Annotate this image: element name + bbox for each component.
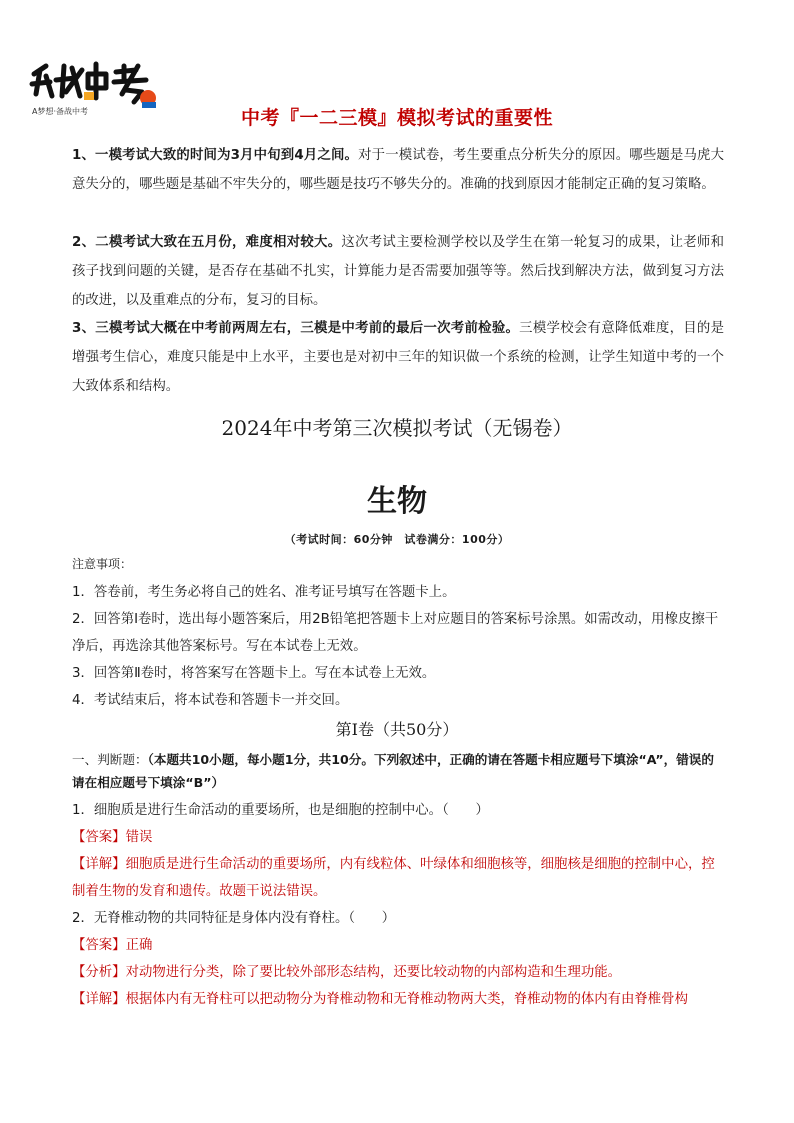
notes-title: 注意事项： [72,557,133,571]
section-rules: （本题共10小题，每小题1分，共10分。下列叙述中，正确的请在答题卡相应题号下填涂“A”，错误的请在相应题号下填涂“B”） [72,752,714,790]
logo-subtext: A梦想·备战中考 [32,107,89,116]
section-prefix: 一、判断题： [72,752,148,767]
exam-title: 2024年中考第三次模拟考试（无锡卷） [221,416,573,440]
exam-meta: （考试时间：60分钟 试卷满分：100分） [284,533,510,546]
answer-tag: 【答案】 [72,938,126,953]
intro-paragraph-2 [72,228,724,315]
answer-line [72,932,724,959]
analysis-tag: 【分析】 [72,965,126,980]
detail-tag: 【详解】 [72,992,126,1007]
analysis-block [72,959,724,986]
answer-value: 正确 [125,938,153,953]
headline: 中考『一二三模』模拟考试的重要性 [240,107,553,129]
analysis-text: 对动物进行分类，除了要比较外部形态结构，还要比较动物的内部构造和生理功能。 [125,965,622,980]
intro-paragraph-3 [72,314,724,401]
intro-3-text: 三模学校会有意降低难度，目的是增强考生信心，难度只能是中上水平，主要也是对初中三年的知识做一个系统的检测，让学生知道中考的一个大致体系和结构。 [72,321,724,394]
detail-tag: 【详解】 [72,857,126,872]
answer-value: 错误 [125,830,153,845]
part-title: 第Ⅰ卷（共50分） [335,720,459,739]
question-stem: 1．细胞质是进行生命活动的重要场所，也是细胞的控制中心。（ ） [72,803,489,818]
detail-block [72,986,724,1013]
note-item: 4．考试结束后，将本试卷和答题卡一并交回。 [72,693,349,708]
intro-2-bold: 2、二模考试大致在五月份，难度相对较大。 [72,235,342,250]
answer-line [72,824,724,851]
detail-text: 根据体内有无脊柱可以把动物分为脊椎动物和无脊椎动物两大类，脊椎动物的体内有由脊椎骨构 [125,992,688,1007]
note-item: 2．回答第Ⅰ卷时，选出每小题答案后，用2B铅笔把答题卡上对应题目的答案标号涂黑。如需改动，用橡皮擦干净后，再选涂其他答案标号。写在本试卷上无效。 [72,612,719,654]
detail-block [72,851,724,905]
note-item: 3．回答第Ⅱ卷时，将答案写在答题卡上。写在本试卷上无效。 [72,666,436,681]
answer-tag: 【答案】 [72,830,126,845]
detail-text: 细胞质是进行生命活动的重要场所，内有线粒体、叶绿体和细胞核等，细胞核是细胞的控制中心，控制着生物的发育和遗传。故题干说法错误。 [72,857,715,899]
note-item: 1．答卷前，考生务必将自己的姓名、准考证号填写在答题卡上。 [72,585,456,600]
intro-paragraph-1 [72,141,724,199]
intro-3-bold: 3、三模考试大概在中考前两周左右，三模是中考前的最后一次考前检验。 [72,321,520,336]
intro-2-text: 这次考试主要检测学校以及学生在第一轮复习的成果，让老师和孩子找到问题的关键，是否存在基础不扎实，计算能力是否需要加强等等。然后找到解决方法，做到复习方法的改进，以及重难点的分布，复习的目标。 [72,235,724,308]
exam-subject: 生物 [367,484,427,519]
section-instructions [72,748,724,794]
question-stem: 2．无脊椎动物的共同特征是身体内没有脊柱。（ ） [72,911,396,926]
intro-1-bold: 1、一模考试大致的时间为3月中旬到4月之间。 [72,148,359,163]
intro-1-text: 对于一模试卷，考生要重点分析失分的原因。哪些题是马虎大意失分的，哪些题是基础不牢失分的，哪些题是技巧不够失分的。准确的找到原因才能制定正确的复习策略。 [72,148,724,192]
